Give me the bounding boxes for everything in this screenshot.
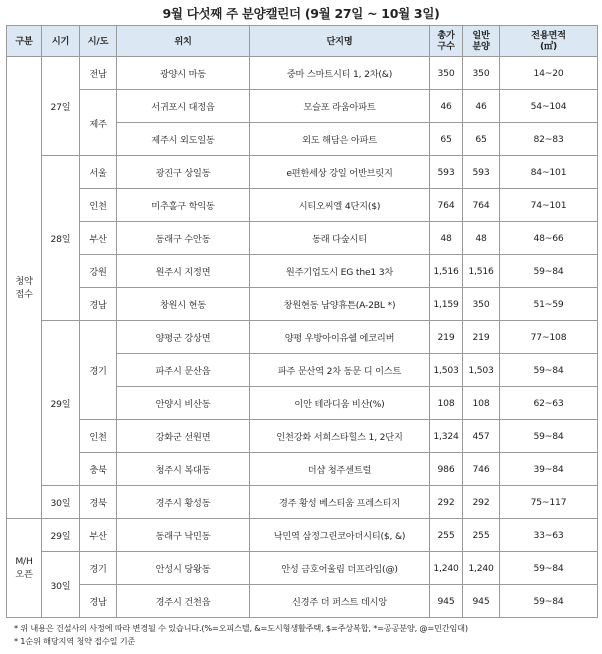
total-units-cell: 593 — [430, 156, 463, 189]
complex-name-cell: 더샵 청주센트럴 — [250, 453, 430, 486]
area-cell: 82~83 — [500, 123, 598, 156]
region-cell: 경기 — [80, 321, 117, 420]
complex-name-cell: 동래 다숲시티 — [250, 222, 430, 255]
region-cell: 인천 — [80, 189, 117, 222]
location-cell: 제주시 외도일동 — [117, 123, 250, 156]
location-cell: 강화군 선원면 — [117, 420, 250, 453]
location-cell: 양평군 강상면 — [117, 321, 250, 354]
total-units-cell: 1,503 — [430, 354, 463, 387]
general-supply-cell: 350 — [463, 57, 500, 90]
general-supply-cell: 350 — [463, 288, 500, 321]
area-cell: 59~84 — [500, 255, 598, 288]
total-units-cell: 108 — [430, 387, 463, 420]
complex-name-cell: 경주 황성 베스티움 프레스티지 — [250, 486, 430, 519]
header-total-units: 총가 구수 — [430, 26, 463, 57]
location-cell: 동래구 수안동 — [117, 222, 250, 255]
general-supply-cell: 1,503 — [463, 354, 500, 387]
location-cell: 청주시 복대동 — [117, 453, 250, 486]
area-cell: 62~63 — [500, 387, 598, 420]
total-units-cell: 1,324 — [430, 420, 463, 453]
area-cell: 59~84 — [500, 420, 598, 453]
total-units-cell: 945 — [430, 585, 463, 618]
area-cell: 54~104 — [500, 90, 598, 123]
general-supply-cell: 255 — [463, 519, 500, 552]
area-cell: 51~59 — [500, 288, 598, 321]
group-model-house-open: M/H 오픈 — [7, 519, 42, 618]
location-cell: 창원시 현동 — [117, 288, 250, 321]
total-units-cell: 65 — [430, 123, 463, 156]
location-cell: 파주시 문산읍 — [117, 354, 250, 387]
region-cell: 전남 — [80, 57, 117, 90]
region-cell: 충북 — [80, 453, 117, 486]
table-row — [7, 420, 598, 453]
location-cell: 광양시 마동 — [117, 57, 250, 90]
footnotes — [14, 622, 468, 648]
table-row — [7, 90, 598, 123]
footnote-basis: * 1순위 해당지역 청약 접수일 기준 — [14, 636, 136, 646]
table-row — [7, 189, 598, 222]
complex-name-cell: 인천강화 서희스타힐스 1, 2단지 — [250, 420, 430, 453]
region-cell: 부산 — [80, 222, 117, 255]
complex-name-cell: 이안 테라디움 비산(%) — [250, 387, 430, 420]
table-row — [7, 288, 598, 321]
date-cell: 30일 — [42, 552, 80, 618]
complex-name-cell: 모슬포 라움아파트 — [250, 90, 430, 123]
general-supply-cell: 1,240 — [463, 552, 500, 585]
header-province: 시/도 — [80, 26, 117, 57]
location-cell: 안성시 당왕동 — [117, 552, 250, 585]
area-cell: 75~117 — [500, 486, 598, 519]
location-cell: 미추홀구 학익동 — [117, 189, 250, 222]
total-units-cell: 46 — [430, 90, 463, 123]
total-units-cell: 219 — [430, 321, 463, 354]
total-units-cell: 48 — [430, 222, 463, 255]
table-row — [7, 156, 598, 189]
header-location: 위치 — [117, 26, 250, 57]
complex-name-cell: 창원현동 남양휴튼(A-2BL *) — [250, 288, 430, 321]
location-cell: 경주시 황성동 — [117, 486, 250, 519]
header-row — [7, 26, 598, 57]
general-supply-cell: 48 — [463, 222, 500, 255]
date-cell: 30일 — [42, 486, 80, 519]
table-row — [7, 519, 598, 552]
header-exclusive-area: 전용면적 (㎡) — [500, 26, 598, 57]
complex-name-cell: 안성 금호어울림 더프라임(@) — [250, 552, 430, 585]
area-cell: 59~84 — [500, 585, 598, 618]
table-row — [7, 255, 598, 288]
presale-calendar-table — [6, 25, 598, 618]
area-cell: 33~63 — [500, 519, 598, 552]
region-cell: 경남 — [80, 288, 117, 321]
table-row — [7, 453, 598, 486]
complex-name-cell: 낙민역 삼정그린코아더시티($, &) — [250, 519, 430, 552]
total-units-cell: 764 — [430, 189, 463, 222]
table-row — [7, 552, 598, 585]
total-units-cell: 350 — [430, 57, 463, 90]
footnote-symbols: * 위 내용은 건설사의 사정에 따라 변경될 수 있습니다.(%=오피스텔, &=도시형생활주택, $=주상복합, *=공공분양, @=민간임대) — [14, 623, 468, 633]
calendar-title: 9월 다섯째 주 분양캘린더 (9월 27일 ~ 10월 3일) — [162, 6, 440, 21]
location-cell: 원주시 지정면 — [117, 255, 250, 288]
location-cell: 광진구 상일동 — [117, 156, 250, 189]
general-supply-cell: 945 — [463, 585, 500, 618]
region-cell: 부산 — [80, 519, 117, 552]
table-row — [7, 486, 598, 519]
area-cell: 48~66 — [500, 222, 598, 255]
general-supply-cell: 457 — [463, 420, 500, 453]
region-cell: 제주 — [80, 90, 117, 156]
general-supply-cell: 746 — [463, 453, 500, 486]
general-supply-cell: 764 — [463, 189, 500, 222]
table-row — [7, 585, 598, 618]
total-units-cell: 1,159 — [430, 288, 463, 321]
area-cell: 59~84 — [500, 354, 598, 387]
complex-name-cell: 시티오씨엘 4단지($) — [250, 189, 430, 222]
table-row — [7, 222, 598, 255]
total-units-cell: 1,240 — [430, 552, 463, 585]
header-general-supply: 일반 분양 — [463, 26, 500, 57]
total-units-cell: 292 — [430, 486, 463, 519]
date-cell: 29일 — [42, 519, 80, 552]
region-cell: 경북 — [80, 486, 117, 519]
region-cell: 경기 — [80, 552, 117, 585]
date-cell: 29일 — [42, 321, 80, 486]
complex-name-cell: 원주기업도시 EG the1 3차 — [250, 255, 430, 288]
region-cell: 경남 — [80, 585, 117, 618]
complex-name-cell: 신경주 더 퍼스트 데시앙 — [250, 585, 430, 618]
region-cell: 강원 — [80, 255, 117, 288]
header-category: 구분 — [7, 26, 42, 57]
general-supply-cell: 108 — [463, 387, 500, 420]
general-supply-cell: 292 — [463, 486, 500, 519]
complex-name-cell: 중마 스마트시티 1, 2차(&) — [250, 57, 430, 90]
general-supply-cell: 593 — [463, 156, 500, 189]
total-units-cell: 1,516 — [430, 255, 463, 288]
area-cell: 84~101 — [500, 156, 598, 189]
date-cell: 27일 — [42, 57, 80, 156]
complex-name-cell: e편한세상 강일 어반브릿지 — [250, 156, 430, 189]
group-subscription: 청약 접수 — [7, 57, 42, 519]
date-cell: 28일 — [42, 156, 80, 321]
area-cell: 77~108 — [500, 321, 598, 354]
location-cell: 동래구 낙민동 — [117, 519, 250, 552]
region-cell: 서울 — [80, 156, 117, 189]
complex-name-cell: 외도 해담은 아파트 — [250, 123, 430, 156]
complex-name-cell: 양평 우방아이유쉘 에코리버 — [250, 321, 430, 354]
table-row — [7, 321, 598, 354]
area-cell: 74~101 — [500, 189, 598, 222]
total-units-cell: 255 — [430, 519, 463, 552]
general-supply-cell: 1,516 — [463, 255, 500, 288]
general-supply-cell: 219 — [463, 321, 500, 354]
location-cell: 서귀포시 대정읍 — [117, 90, 250, 123]
header-timing: 시기 — [42, 26, 80, 57]
header-complex-name: 단지명 — [250, 26, 430, 57]
location-cell: 안양시 비산동 — [117, 387, 250, 420]
location-cell: 경주시 건천읍 — [117, 585, 250, 618]
total-units-cell: 986 — [430, 453, 463, 486]
general-supply-cell: 46 — [463, 90, 500, 123]
table-row — [7, 57, 598, 90]
area-cell: 39~84 — [500, 453, 598, 486]
region-cell: 인천 — [80, 420, 117, 453]
complex-name-cell: 파주 문산역 2차 동문 디 이스트 — [250, 354, 430, 387]
area-cell: 14~20 — [500, 57, 598, 90]
general-supply-cell: 65 — [463, 123, 500, 156]
area-cell: 59~84 — [500, 552, 598, 585]
